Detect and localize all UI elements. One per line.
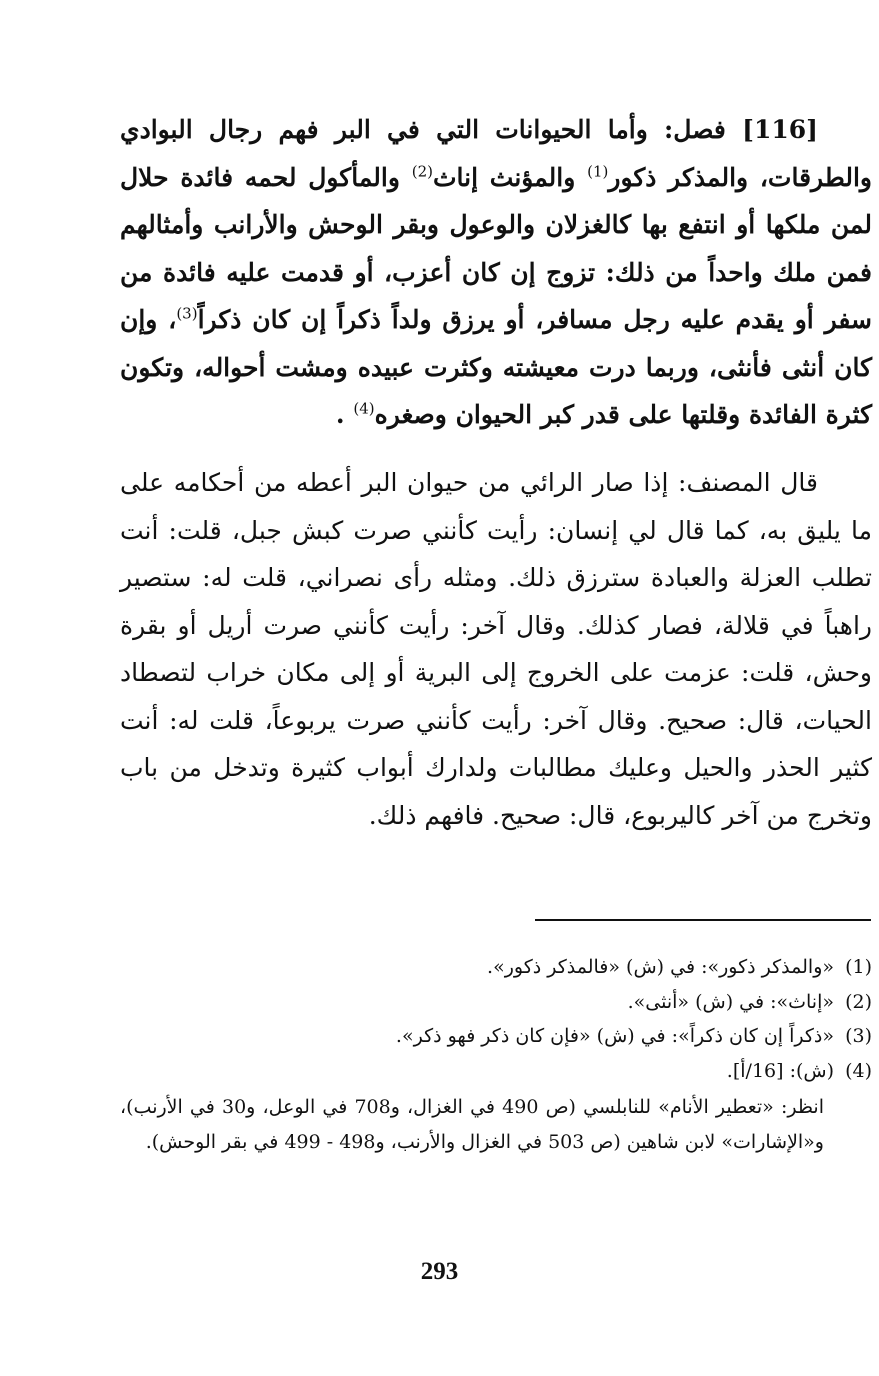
footnote-marker: (1) [587, 162, 609, 181]
section-reference: [116] [742, 115, 818, 144]
footnote-marker: (2) [411, 162, 433, 181]
paragraph-animals-of-land [120, 106, 872, 439]
footnote-marker: (4) [353, 399, 375, 418]
footnote-item [120, 1054, 872, 1089]
footnote-text: «والمذكر ذكور»: في (ش) «فالمذكر ذكور». [487, 956, 834, 978]
footnote-marker: (3) [176, 304, 198, 323]
paragraph-text-segment: والمأكول لحمه فائدة حلال لمن ملكها أو انتفع بها كالغزلان والوعول وبقر الوحش والأرانب وأمثالهم فمن ملك واحداً من ذلك: تزوج إن كان أعزب، أو قدمت عليه فائدة من سفر أو يقدم عليه رجل مسافر، أو يرزق ولداً ذكراً إن كان ذكراً [120, 162, 872, 334]
footnote-reference-note: انظر: «تعطير الأنام» للنابلسي (ص 490 في الغزال، و708 في الوعل، و30 في الأرنب)، و«الإشارات» لابن شاهين (ص 503 في الغزال والأرنب، و498 - 499 في بقر الوحش). [120, 1096, 824, 1153]
footnote-number: (1) [845, 956, 872, 978]
footnote-number: (4) [845, 1059, 872, 1082]
section-heading: فصل: [664, 115, 726, 144]
footnote-number: (3) [845, 1025, 872, 1047]
footnote-item [120, 950, 872, 985]
paragraph-text-segment: والمؤنث إناث [432, 162, 576, 192]
footnote-item [120, 1019, 872, 1054]
footnote-text: «ذكراً إن كان ذكراً»: في (ش) «فإن كان ذكر فهو ذكر». [395, 1025, 834, 1047]
footnote-item [120, 985, 872, 1020]
footnote-text: «إناث»: في (ش) «أنثى». [627, 990, 834, 1013]
paragraph-text-segment: . [335, 400, 345, 429]
paragraph-text: قال المصنف: إذا صار الرائي من حيوان البر أعطه من أحكامه على ما يليق به، كما قال لي إنسان: رأيت كأنني صرت كبش جبل، قلت: أنت تطلب العزلة والعبادة سترزق ذلك. ومثله رأى نصراني، قلت له: ستصير راهباً في قلالة، فصار كذلك. وقال آخر: رأيت كأنني صرت أريل أو بقرة وحش، قلت: عزمت على الخروج إلى البرية أو إلى مكان خراب لتصطاد الحيات، قال: صحيح. وقال آخر: رأيت كأنني صرت يربوعاً، قلت له: أنت كثير الحذر والحيل وعليك مطالبات ولدارك أبواب كثيرة وتدخل من باب وتخرج من آخر كاليربوع، قال: صحيح. فافهم ذلك. [120, 468, 872, 830]
paragraph-author-commentary [120, 459, 872, 839]
paragraph-text-segment: وأما الحيوانات التي في البر فهم رجال البوادي والطرقات، والمذكر ذكور [120, 115, 872, 192]
footnotes [120, 950, 872, 1160]
footnote-separator [535, 919, 871, 921]
paragraph-text-segment: ، وإن كان أنثى فأنثى، وربما درت معيشته وكثرت عبيده ومشت أحواله، وتكون كثرة الفائدة وقلتها على قدر كبر الحيوان وصغره [120, 305, 872, 429]
footnote-number: (2) [845, 990, 872, 1013]
page-number: 293 [420, 1258, 459, 1285]
footnote-text: (ش): [16/أ]. [726, 1059, 834, 1082]
